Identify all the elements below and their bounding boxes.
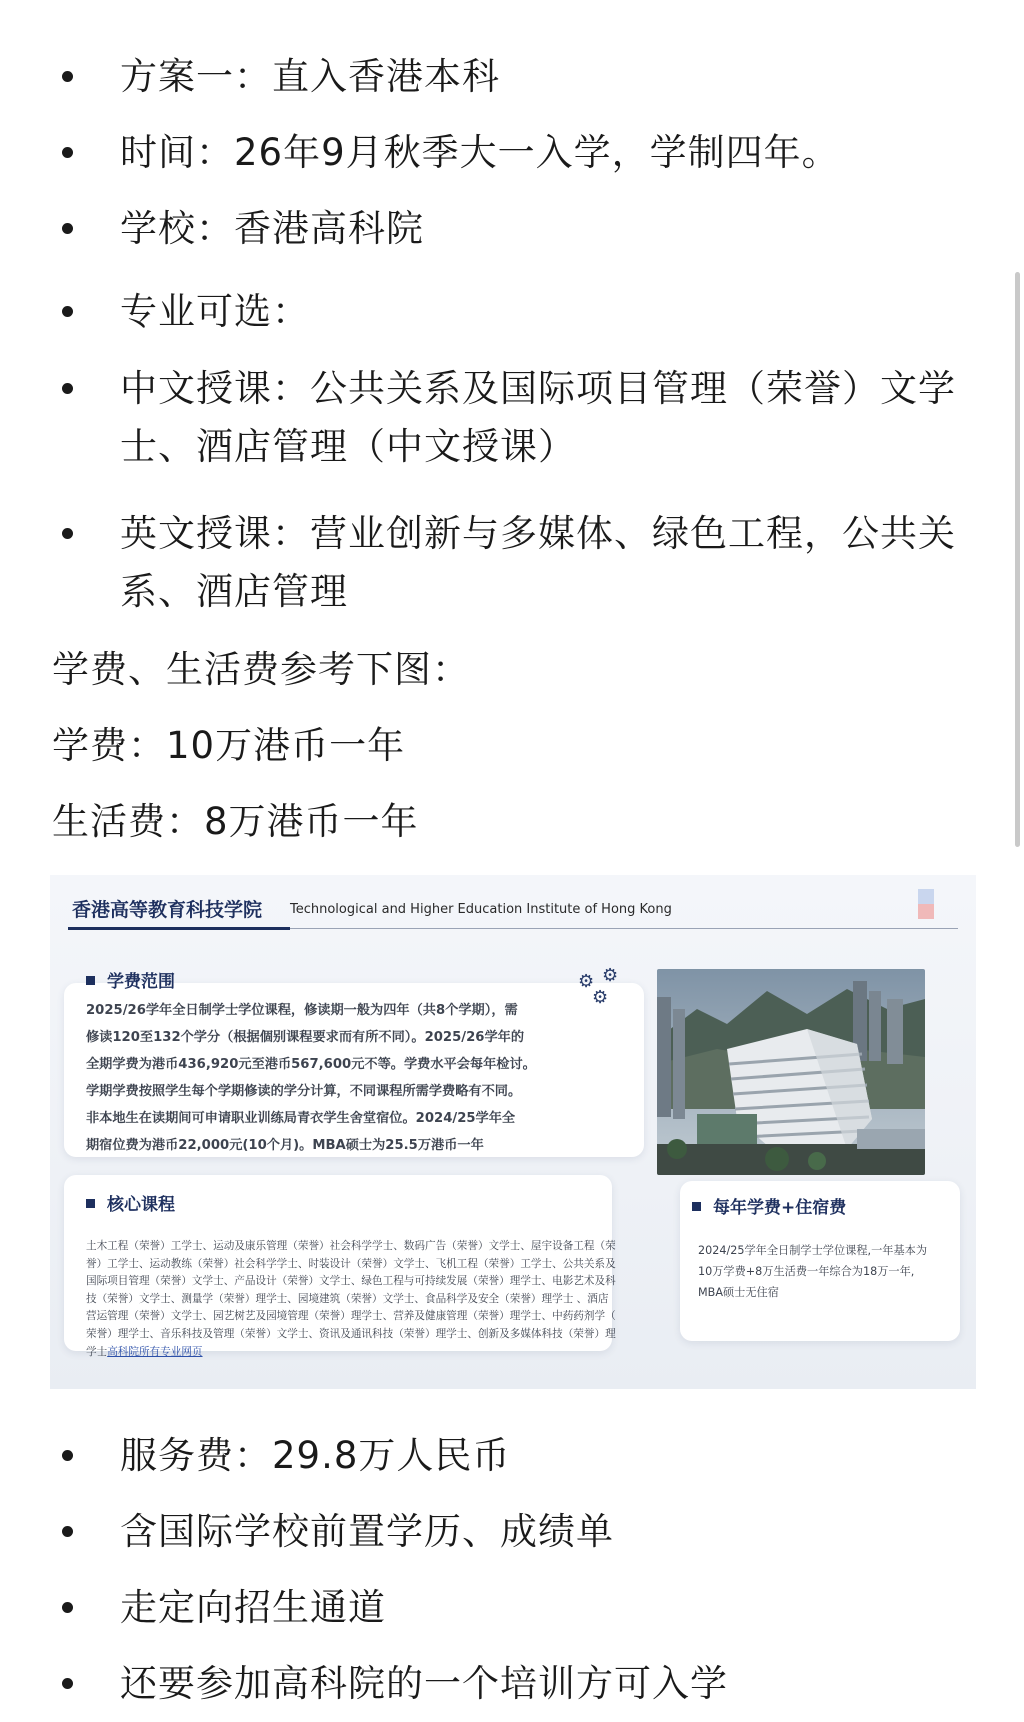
fee-line: 非本地生在读期间可申请职业训练局青衣学生舍堂宿位。2024/25学年全 — [86, 1111, 516, 1126]
course-heading-label: 核心课程 — [107, 1195, 175, 1215]
bullet-text: 方案一：直入香港本科 — [120, 55, 500, 98]
bullet-text: 时间：26年9月秋季大一入学，学制四年。 — [120, 131, 840, 174]
annual-line: 10万学费+8万生活费一年综合为18万一年, — [698, 1265, 915, 1278]
gear-icon: ⚙ — [592, 987, 609, 1008]
square-bullet-icon — [692, 1202, 701, 1211]
course-line: 技（荣誉）文学士、测量学（荣誉）理学士、园境建筑（荣誉）文学士、食品科学及安全（荣誉）理学士 、酒店 — [86, 1292, 609, 1305]
slide-title-cn: 香港高等教育科技学院 — [72, 899, 263, 921]
course-line: 誉）工学士、运动教练（荣誉）社会科学学士、时装设计（荣誉）文学士、飞机工程（荣誉）工学士、公共关系及 — [86, 1257, 616, 1270]
bullet-text: 还要参加高科院的一个培训方可入学 — [120, 1662, 728, 1705]
title-rule — [290, 928, 958, 929]
bullet-dot — [62, 528, 73, 539]
annual-fee-heading-label: 每年学费+住宿费 — [713, 1198, 847, 1218]
fee-line: 学期学费按照学生每个学期修读的学分计算，不同课程所需学费略有不同。 — [86, 1084, 522, 1099]
annual-fee-body — [698, 1240, 938, 1303]
gear-icon: ⚙ — [602, 965, 619, 986]
title-underline — [68, 927, 290, 930]
fee-line: 2025/26学年全日制学士学位课程，修读期一般为四年（共8个学期），需 — [86, 1003, 518, 1018]
slide-title-en: Technological and Higher Education Institute of Hong Kong — [290, 902, 672, 917]
bullet-dot — [62, 1450, 73, 1461]
course-line: 国际项目管理（荣誉）文学士、产品设计（荣誉）文学士、绿色工程与可持续发展（荣誉）理学士、电影艺术及科 — [86, 1275, 616, 1288]
course-last-prefix: 学士 — [86, 1345, 108, 1358]
flag-icon — [918, 889, 934, 919]
bullet-dot — [62, 1678, 73, 1689]
square-bullet-icon — [86, 976, 95, 985]
bullet-dot — [62, 223, 73, 234]
fee-line: 期宿位费为港币22,000元(10个月)。MBA硕士为25.5万港币一年 — [86, 1138, 484, 1153]
bullet-dot — [62, 1602, 73, 1613]
bullet-text: 专业可选： — [120, 290, 310, 333]
campus-building-photo — [657, 969, 925, 1175]
bullet-text: 含国际学校前置学历、成绩单 — [120, 1510, 614, 1553]
all-majors-link[interactable]: 高科院所有专业网页 — [107, 1345, 203, 1358]
bullet-text: 学校：香港高科院 — [120, 207, 424, 250]
bullet-dot — [62, 306, 73, 317]
living-cost-text: 生活费：8万港币一年 — [52, 800, 419, 843]
course-line-last — [86, 1344, 666, 1362]
fee-reference-text: 学费、生活费参考下图： — [52, 648, 470, 691]
bullet-dot — [62, 383, 73, 394]
course-line: 营运管理（荣誉）文学士、园艺树艺及园境管理（荣誉）理学士、营养及健康管理（荣誉）理学士、中药药剂学（ — [86, 1310, 616, 1323]
tuition-text: 学费：10万港币一年 — [52, 724, 406, 767]
course-line: 荣誉）理学士、音乐科技及管理（荣誉）文学士、资讯及通讯科技（荣誉）理学士、创新及多媒体科技（荣誉）理 — [86, 1327, 616, 1340]
gear-icon: ⚙ — [578, 971, 595, 992]
annual-line: MBA硕士无住宿 — [698, 1286, 779, 1299]
course-body — [86, 1238, 666, 1361]
annual-line: 2024/25学年全日制学士学位课程,一年基本为 — [698, 1244, 928, 1257]
fee-heading — [86, 967, 175, 992]
fee-body — [86, 997, 611, 1159]
bullet-dot — [62, 147, 73, 158]
bullet-text: 英文授课：营业创新与多媒体、绿色工程，公共关系、酒店管理 — [120, 512, 956, 613]
bullet-dot — [62, 1526, 73, 1537]
fee-heading-label: 学费范围 — [107, 972, 175, 992]
scrollbar[interactable] — [1015, 272, 1020, 847]
bullet-dot — [62, 71, 73, 82]
bullet-text: 走定向招生通道 — [120, 1586, 386, 1629]
tuition-slide-image — [50, 875, 976, 1389]
course-line: 土木工程（荣誉）工学士、运动及康乐管理（荣誉）社会科学学士、数码广告（荣誉）文学士、屋宇设备工程（荣 — [86, 1240, 616, 1252]
fee-line: 修读120至132个学分（根据個别课程要求而有所不同）。2025/26学年的 — [86, 1030, 525, 1045]
bullet-text: 服务费：29.8万人民币 — [120, 1434, 511, 1477]
bullet-text: 中文授课：公共关系及国际项目管理（荣誉）文学士、酒店管理（中文授课） — [120, 367, 956, 468]
fee-line: 全期学费为港币436,920元至港币567,600元不等。学费水平会每年检讨。 — [86, 1057, 536, 1072]
square-bullet-icon — [86, 1199, 95, 1208]
annual-fee-heading — [692, 1193, 846, 1218]
course-heading — [86, 1190, 175, 1215]
